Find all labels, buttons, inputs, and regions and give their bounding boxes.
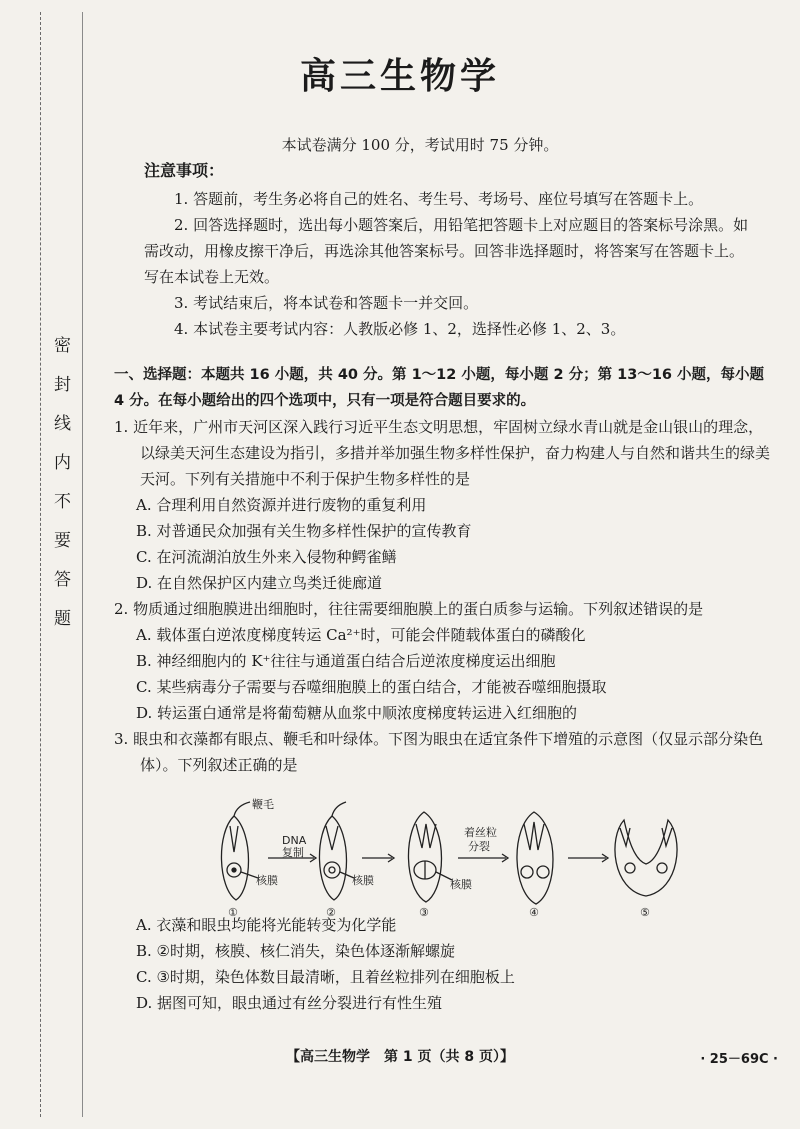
binding-dashed-line	[40, 12, 42, 1117]
option-d: D. 在自然保护区内建立鸟类迁徙廊道	[136, 574, 383, 592]
notice-list	[144, 186, 754, 342]
notice-item: 3. 考试结束后，将本试卷和答题卡一并交回。	[174, 294, 479, 312]
option-c: C. 在河流湖泊放生外来入侵物种鳄雀鳝	[136, 548, 397, 566]
question-stem: 2. 物质通过细胞膜进出细胞时，往往需要细胞膜上的蛋白质参与运输。下列叙述错误的是	[114, 600, 704, 618]
label-centromere: 着丝粒	[464, 826, 497, 839]
label-nuclear-membrane-1: 核膜	[256, 874, 278, 887]
exam-code: · 25－69C ·	[700, 1052, 778, 1067]
label-nuclear-membrane-3: 核膜	[450, 878, 472, 891]
stage-label-3: ③	[419, 906, 429, 919]
section-heading: 一、选择题：本题共 16 小题，共 40 分。第 1～12 小题，每小题 2 分；第 13～16 小题，每小题 4 分。在每小题给出的四个选项中，只有一项是符合题目要求的。	[114, 367, 765, 409]
option-a: A. 合理利用自然资源并进行废物的重复利用	[136, 496, 427, 514]
option-d: D. 据图可知，眼虫通过有丝分裂进行有性生殖	[136, 994, 443, 1012]
cell-stage-2	[319, 802, 354, 900]
stage-label-1: ①	[228, 906, 238, 919]
question-stem: 3. 眼虫和衣藻都有眼点、鞭毛和叶绿体。下图为眼虫在适宜条件下增殖的示意图（仅显示部分染色体）。下列叙述正确的是	[114, 730, 764, 774]
option-b: B. 对普通民众加强有关生物多样性保护的宣传教育	[136, 522, 472, 540]
stage-label-4: ④	[529, 906, 539, 919]
option-b: B. ②时期，核膜、核仁消失，染色体逐渐解螺旋	[136, 942, 456, 960]
page-title: 高三生物学	[299, 56, 500, 97]
notice-heading: 注意事项：	[144, 161, 225, 180]
label-replication: 复制	[282, 846, 304, 859]
euglena-division-diagram	[206, 798, 706, 920]
binding-solid-line	[82, 12, 84, 1117]
question-2	[114, 596, 778, 726]
question-1	[114, 414, 778, 596]
seal-warning-text: 密封线内不要答题	[50, 336, 70, 648]
stage-label-5: ⑤	[640, 906, 650, 919]
stage-label-2: ②	[326, 906, 336, 919]
option-c: C. 某些病毒分子需要与吞噬细胞膜上的蛋白结合，才能被吞噬细胞摄取	[136, 678, 607, 696]
cell-stage-4	[517, 812, 553, 904]
option-a: A. 衣藻和眼虫均能将光能转变为化学能	[136, 916, 397, 934]
page-footer: 【高三生物学 第 1 页（共 8 页）】	[286, 1049, 514, 1065]
label-division: 分裂	[468, 840, 490, 853]
notice-item: 2. 回答选择题时，选出每小题答案后，用铅笔把答题卡上对应题目的答案标号涂黑。如需改动，用橡皮擦干净后，再选涂其他答案标号。回答非选择题时，将答案写在答题卡上。写在本试卷上无效。	[144, 216, 749, 286]
option-c: C. ③时期，染色体数目最清晰，且着丝粒排列在细胞板上	[136, 968, 515, 986]
option-a: A. 载体蛋白逆浓度梯度转运 Ca²⁺时，可能会伴随载体蛋白的磷酸化	[136, 626, 586, 644]
option-d: D. 转运蛋白通常是将葡萄糖从血浆中顺浓度梯度转运进入红细胞的	[136, 704, 578, 722]
notice-item: 4. 本试卷主要考试内容：人教版必修 1、2，选择性必修 1、2、3。	[174, 320, 626, 338]
label-nuclear-membrane-2: 核膜	[352, 874, 374, 887]
cell-stage-3	[408, 812, 452, 902]
cell-stage-1	[221, 802, 258, 900]
notice-item: 1. 答题前，考生务必将自己的姓名、考生号、考场号、座位号填写在答题卡上。	[174, 190, 704, 208]
option-b: B. 神经细胞内的 K⁺往往与通道蛋白结合后逆浓度梯度运出细胞	[136, 652, 556, 670]
cell-stage-5	[615, 820, 677, 896]
question-stem: 1. 近年来，广州市天河区深入践行习近平生态文明思想，牢固树立绿水青山就是金山银山的理念，以绿美天河生态建设为指引，多措并举加强生物多样性保护，奋力构建人与自然和谐共生的绿美天河。下列有关措施中不利于保护生物多样性的是	[114, 418, 771, 488]
label-flagellum: 鞭毛	[252, 798, 274, 811]
exam-info: 本试卷满分 100 分，考试用时 75 分钟。	[281, 136, 559, 154]
label-dna: DNA	[282, 834, 307, 847]
